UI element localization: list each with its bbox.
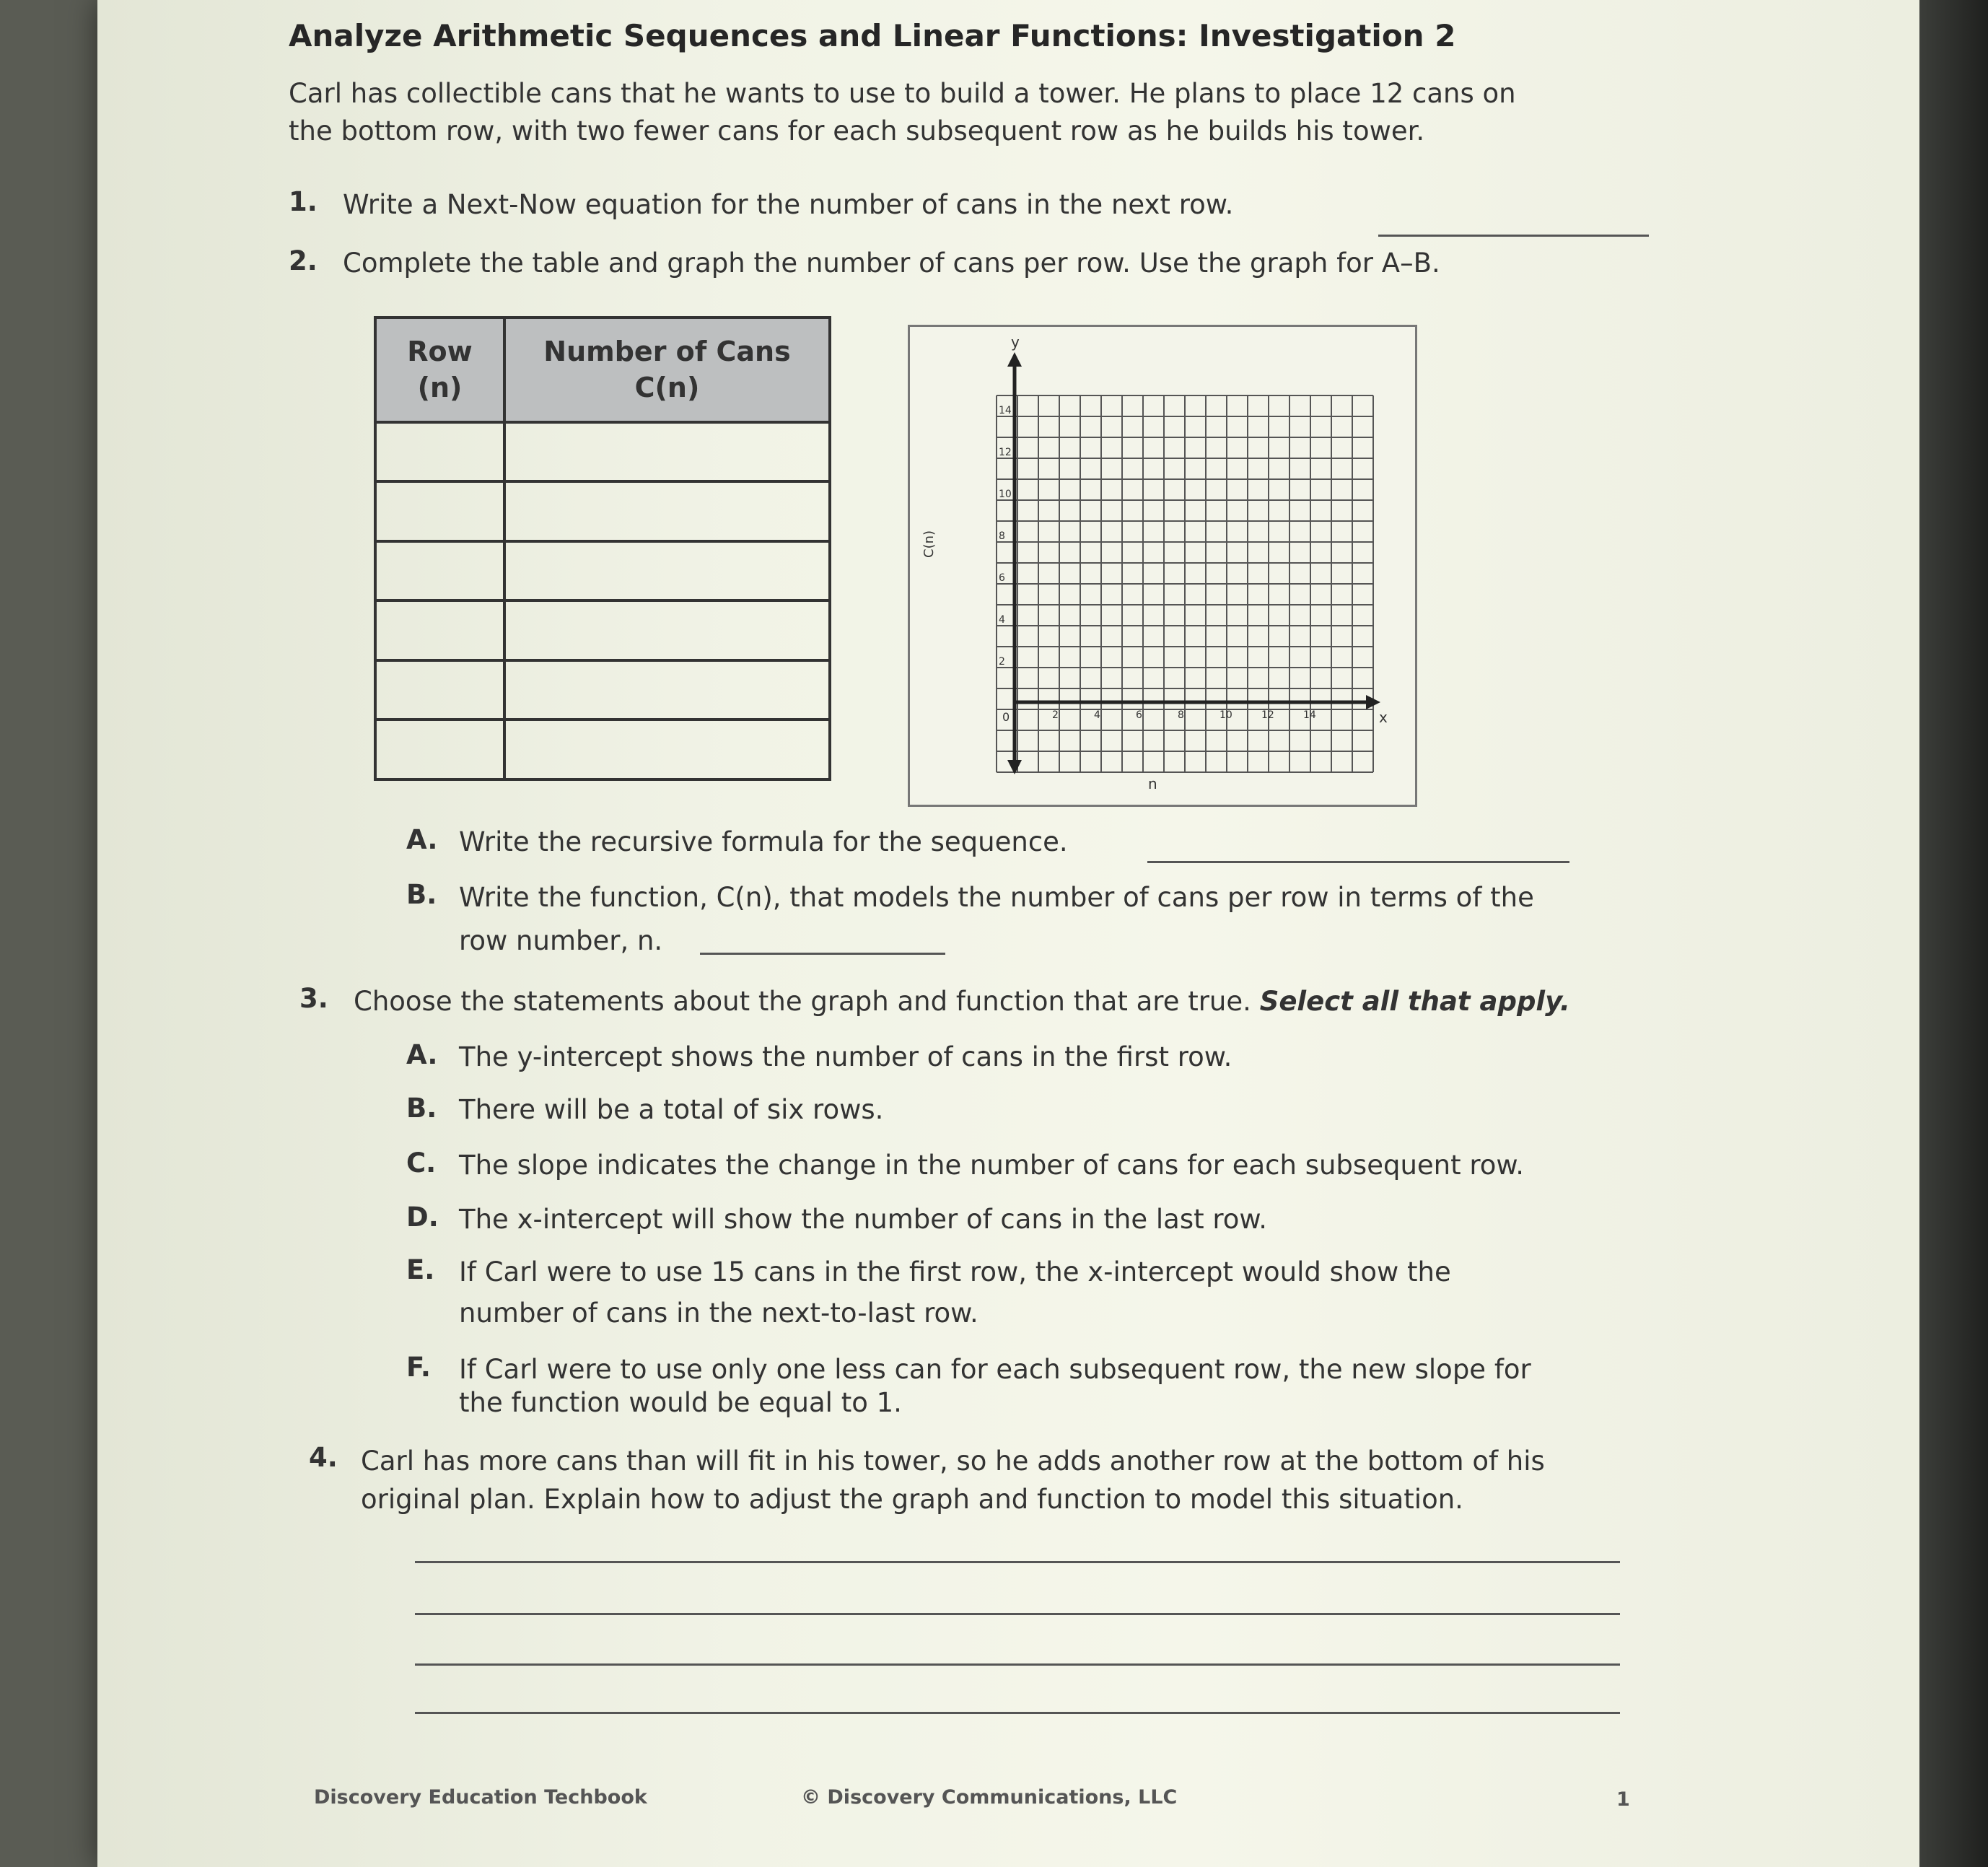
option-b-text[interactable]: There will be a total of six rows. (459, 1094, 884, 1125)
table-cell-row[interactable] (375, 481, 504, 541)
table-cell-cans[interactable] (504, 422, 830, 482)
header-row-label: Row (407, 336, 473, 368)
x-axis-label: n (1148, 775, 1157, 792)
table-cell-cans[interactable] (504, 481, 830, 541)
worksheet-page (97, 0, 1919, 1867)
option-f-letter[interactable]: F. (406, 1352, 431, 1383)
table-cell-cans[interactable] (504, 720, 830, 779)
q2-text: Complete the table and graph the number of cans per row. Use the graph for A–B. (343, 248, 1440, 279)
x-tick-label: 14 (1303, 709, 1316, 721)
x-tick-label: 12 (1261, 709, 1274, 721)
q3-emphasis: Select all that apply. (1259, 986, 1570, 1017)
y-axis-var: y (1011, 333, 1020, 351)
y-tick-label: 4 (999, 614, 1005, 626)
y-tick-label: 12 (999, 447, 1012, 458)
y-tick-label: 2 (999, 656, 1005, 668)
y-axis-label: C(n) (921, 530, 937, 558)
table-row (375, 600, 830, 660)
table-cell-row[interactable] (375, 422, 504, 482)
screen-bezel (1919, 0, 1988, 1867)
y-tick-label: 6 (999, 572, 1005, 584)
q4-text-2: original plan. Explain how to adjust the graph and function to model this situation. (361, 1484, 1463, 1515)
q4-answer-line[interactable] (415, 1712, 1620, 1714)
table-row (375, 541, 830, 601)
y-tick-label: 14 (999, 405, 1012, 416)
header-cans-var: C(n) (634, 372, 700, 404)
table-row (375, 660, 830, 720)
option-c-letter[interactable]: C. (406, 1147, 437, 1179)
q3-text (354, 986, 1570, 1017)
q2-number: 2. (289, 245, 318, 276)
table-cell-row[interactable] (375, 660, 504, 720)
partA-text: Write the recursive formula for the sequence. (459, 826, 1068, 857)
table-cell-row[interactable] (375, 541, 504, 601)
x-axis-var: x (1379, 709, 1388, 726)
partB-letter: B. (406, 879, 437, 910)
option-e-text-1[interactable]: If Carl were to use 15 cans in the first row, the x-intercept would show the (459, 1256, 1451, 1287)
option-e-letter[interactable]: E. (406, 1254, 435, 1285)
cans-table (374, 316, 831, 781)
table-cell-cans[interactable] (504, 541, 830, 601)
option-a-letter[interactable]: A. (406, 1039, 438, 1070)
partA-answer-line[interactable] (1147, 861, 1569, 863)
header-cans-label: Number of Cans (543, 336, 791, 368)
q1-number: 1. (289, 186, 318, 217)
table-cell-cans[interactable] (504, 660, 830, 720)
intro-line-2: the bottom row, with two fewer cans for each subsequent row as he builds his tower. (289, 115, 1425, 147)
q3-number: 3. (299, 983, 328, 1014)
option-d-letter[interactable]: D. (406, 1202, 439, 1233)
x-tick-label: 10 (1219, 709, 1232, 721)
q4-answer-line[interactable] (415, 1561, 1620, 1563)
q4-answer-line[interactable] (415, 1663, 1620, 1666)
x-tick-label: 6 (1136, 709, 1142, 721)
header-row-var: (n) (417, 372, 463, 404)
coordinate-grid[interactable] (910, 327, 1415, 805)
graph-panel (908, 325, 1417, 807)
y-tick-label: 10 (999, 489, 1012, 500)
x-tick-label: 2 (1052, 709, 1059, 721)
table-cell-cans[interactable] (504, 600, 830, 660)
partB-text-2: row number, n. (459, 925, 663, 956)
q1-answer-line[interactable] (1378, 235, 1649, 237)
partB-text-1: Write the function, C(n), that models the number of cans per row in terms of the (459, 882, 1534, 913)
page-title: Analyze Arithmetic Sequences and Linear Functions: Investigation 2 (289, 18, 1456, 53)
header-cans (504, 318, 830, 422)
x-tick-label: 8 (1178, 709, 1184, 721)
option-b-letter[interactable]: B. (406, 1093, 437, 1124)
table-cell-row[interactable] (375, 720, 504, 779)
partB-answer-line[interactable] (700, 953, 945, 955)
q3-question: Choose the statements about the graph and function that are true. (354, 986, 1251, 1017)
option-c-text[interactable]: The slope indicates the change in the number of cans for each subsequent row. (459, 1150, 1525, 1181)
option-d-text[interactable]: The x-intercept will show the number of cans in the last row. (459, 1204, 1268, 1235)
table-cell-row[interactable] (375, 600, 504, 660)
origin-label: 0 (1002, 710, 1010, 724)
intro-line-1: Carl has collectible cans that he wants to use to build a tower. He plans to place 12 cans on (289, 78, 1516, 109)
table-header-row (375, 318, 830, 422)
table-row (375, 422, 830, 482)
q4-number: 4. (309, 1442, 338, 1473)
y-tick-labels (999, 405, 1012, 668)
option-e-text-2[interactable]: number of cans in the next-to-last row. (459, 1298, 978, 1329)
footer-page-number: 1 (1616, 1788, 1630, 1811)
partA-letter: A. (406, 824, 438, 855)
footer-copyright: © Discovery Communications, LLC (801, 1786, 1178, 1809)
q4-answer-line[interactable] (415, 1613, 1620, 1615)
option-a-text[interactable]: The y-intercept shows the number of cans in the first row. (459, 1041, 1232, 1072)
header-row (375, 318, 504, 422)
x-tick-label: 4 (1094, 709, 1100, 721)
y-tick-label: 8 (999, 530, 1005, 542)
y-axis-arrow-up (1007, 352, 1022, 367)
option-f-text-2[interactable]: the function would be equal to 1. (459, 1387, 902, 1418)
table-row (375, 481, 830, 541)
q1-text: Write a Next-Now equation for the number of cans in the next row. (343, 189, 1234, 220)
option-f-text-1[interactable]: If Carl were to use only one less can for each subsequent row, the new slope for (459, 1354, 1531, 1385)
footer-publisher: Discovery Education Techbook (314, 1786, 647, 1809)
x-tick-labels (1052, 709, 1316, 721)
q4-text-1: Carl has more cans than will fit in his tower, so he adds another row at the bottom of his (361, 1446, 1545, 1477)
table-row (375, 720, 830, 779)
